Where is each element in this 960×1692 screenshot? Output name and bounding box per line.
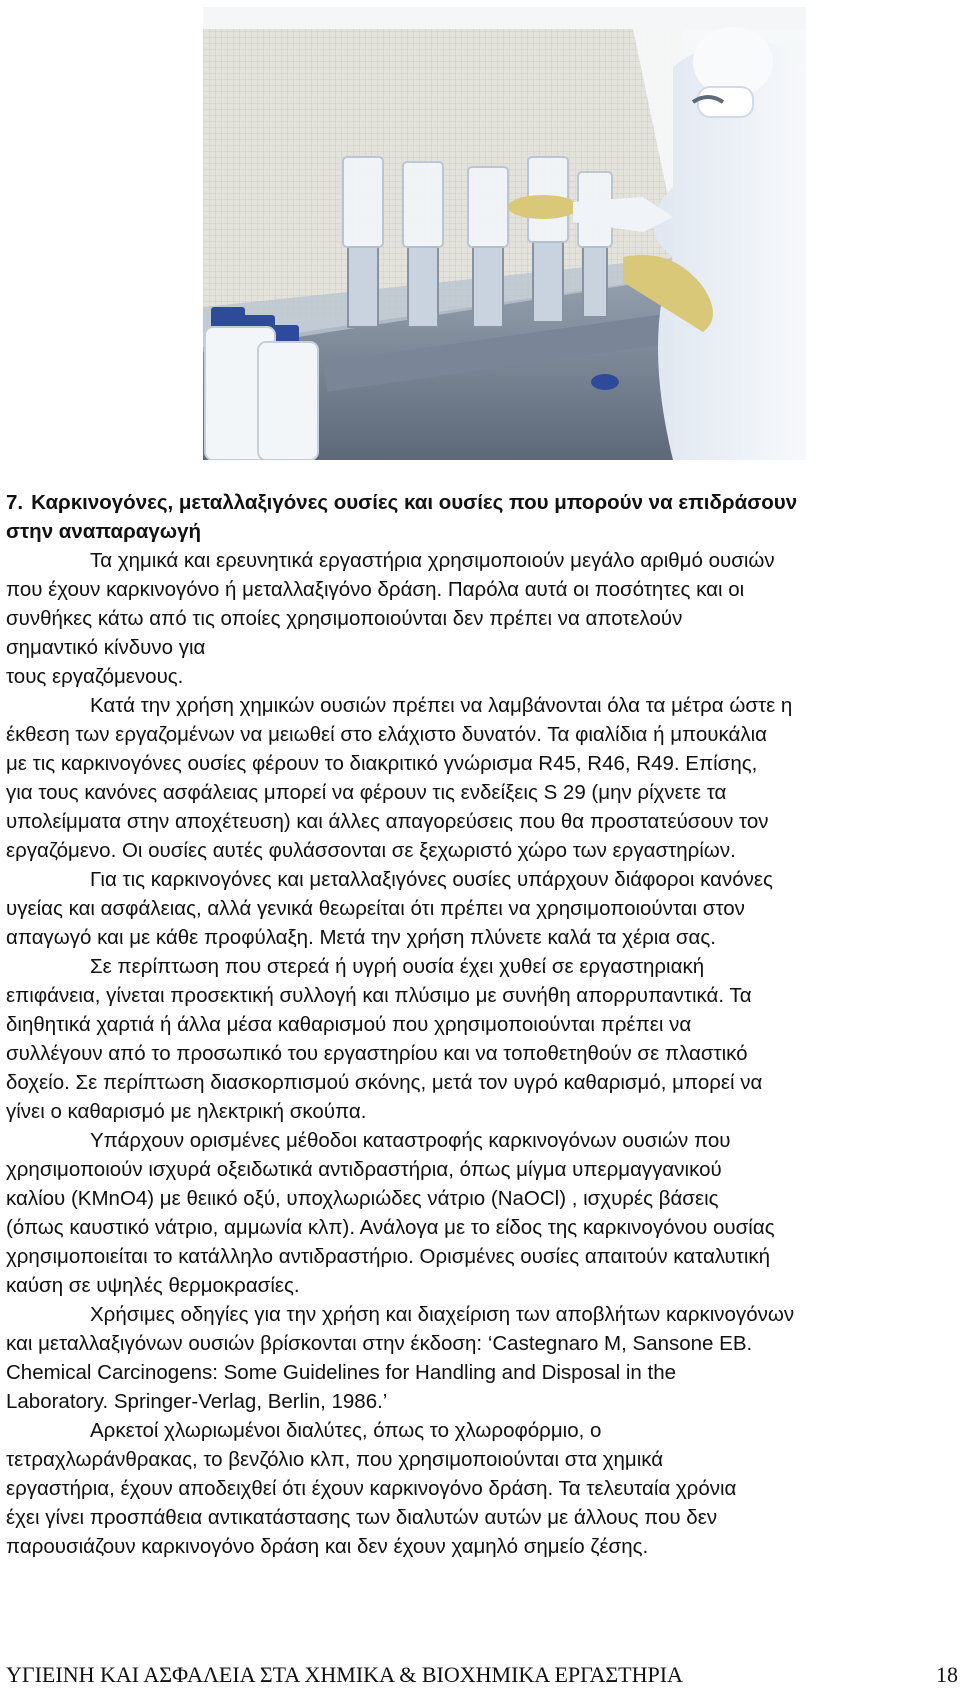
- paragraph-line: συλλέγουν από το προσωπικό του εργαστηρίου και να τοποθετηθούν σε πλαστικό: [6, 1042, 748, 1065]
- paragraph-line: και μεταλλαξιγόνων ουσιών βρίσκονται στην έκδοση: ‘Castegnaro M, Sansone EB.: [6, 1332, 753, 1355]
- paragraph-line: χρησιμοποιείται το κατάλληλο αντιδραστήριο. Ορισμένες ουσίες απαιτούν καταλυτική: [6, 1245, 771, 1268]
- paragraph-line: παρουσιάζουν καρκινογόνο δράση και δεν έχουν χαμηλό σημείο ζέσης.: [6, 1535, 649, 1558]
- paragraph-line: γίνει ο καθαρισμό με ηλεκτρική σκούπα.: [6, 1100, 367, 1123]
- section-number: 7.: [6, 491, 24, 514]
- section-title-line-1: Καρκινογόνες, μεταλλαξιγόνες ουσίες και ουσίες που μπορούν να επιδράσουν: [31, 491, 798, 514]
- paragraph-7: [6, 1416, 958, 1561]
- paragraph-2: [6, 691, 958, 865]
- paragraph-line: Σε περίπτωση που στερεά ή υγρή ουσία έχει χυθεί σε εργαστηριακή: [90, 955, 705, 978]
- paragraph-line: καλίου (KMnO4) με θειικό οξύ, υποχλωριώδες νάτριο (NaOCl) , ισχυρές βάσεις: [6, 1187, 719, 1210]
- paragraph-4: [6, 952, 958, 1126]
- paragraph-line: τετραχλωράνθρακας, το βενζόλιο κλπ, που χρησιμοποιούνται στα χημικά: [6, 1448, 664, 1471]
- paragraph-line: Chemical Carcinogens: Some Guidelines for Handling and Disposal in the: [6, 1361, 677, 1384]
- section-title-line-2: στην αναπαραγωγή: [6, 520, 202, 543]
- page-footer: [6, 1662, 958, 1688]
- page-number: 18: [936, 1662, 958, 1687]
- paragraph-6: [6, 1300, 958, 1416]
- lab-photo: [203, 7, 806, 460]
- paragraph-line: Αρκετοί χλωριωμένοι διαλύτες, όπως το χλωροφόρμιο, ο: [90, 1419, 602, 1442]
- paragraph-1: [6, 546, 958, 691]
- paragraph-line: που έχουν καρκινογόνο ή μεταλλαξιγόνο δράση. Παρόλα αυτά οι ποσότητες και οι: [6, 578, 745, 601]
- paragraph-line: (όπως καυστικό νάτριο, αμμωνία κλπ). Ανάλογα με το είδος της καρκινογόνου ουσίας: [6, 1216, 775, 1239]
- paragraph-line: εργαστήρια, έχουν αποδειχθεί ότι έχουν καρκινογόνο δράση. Τα τελευταία χρόνια: [6, 1477, 737, 1500]
- paragraph-line: έχει γίνει προσπάθεια αντικατάστασης των διαλυτών αυτών με άλλους που δεν: [6, 1506, 718, 1529]
- paragraph-line: Κατά την χρήση χημικών ουσιών πρέπει να λαμβάνονται όλα τα μέτρα ώστε η: [90, 694, 793, 717]
- paragraph-line: διηθητικά χαρτιά ή άλλα μέσα καθαρισμού που χρησιμοποιούνται πρέπει να: [6, 1013, 692, 1036]
- paragraph-line: με τις καρκινογόνες ουσίες φέρουν το διακριτικό γνώρισμα R45, R46, R49. Επίσης,: [6, 752, 758, 775]
- paragraph-line: Χρήσιμες οδηγίες για την χρήση και διαχείριση των αποβλήτων καρκινογόνων: [90, 1303, 795, 1326]
- paragraph-line: χρησιμοποιούν ισχυρά οξειδωτικά αντιδραστήρια, όπως μίγμα υπερμαγγανικού: [6, 1158, 722, 1181]
- paragraph-line: τους εργαζόμενους.: [6, 665, 184, 688]
- lab-illustration: [203, 7, 806, 460]
- paragraph-line: υγείας και ασφάλειας, αλλά γενικά θεωρείται ότι πρέπει να χρησιμοποιούνται στον: [6, 897, 745, 920]
- document-body: [6, 488, 958, 1561]
- paragraph-line: Για τις καρκινογόνες και μεταλλαξιγόνες ουσίες υπάρχουν διάφοροι κανόνες: [90, 868, 773, 891]
- footer-title: ΥΓΙΕΙΝΗ ΚΑΙ ΑΣΦΑΛΕΙΑ ΣΤΑ ΧΗΜΙΚΑ & ΒΙΟΧΗΜΙΚΑ ΕΡΓΑΣΤΗΡΙΑ: [6, 1662, 683, 1687]
- paragraph-5: [6, 1126, 958, 1300]
- paragraph-line: συνθήκες κάτω από τις οποίες χρησιμοποιούνται δεν πρέπει να αποτελούν: [6, 607, 683, 630]
- paragraph-line: καύση σε υψηλές θερμοκρασίες.: [6, 1274, 300, 1297]
- section-heading-line-1: [6, 488, 958, 517]
- paragraph-line: Υπάρχουν ορισμένες μέθοδοι καταστροφής καρκινογόνων ουσιών που: [90, 1129, 731, 1152]
- paragraph-line: επιφάνεια, γίνεται προσεκτική συλλογή και πλύσιμο με συνήθη απορρυπαντικά. Τα: [6, 984, 752, 1007]
- paragraph-3: [6, 865, 958, 952]
- paragraph-line: δοχείο. Σε περίπτωση διασκορπισμού σκόνης, μετά τον υγρό καθαρισμό, μπορεί να: [6, 1071, 763, 1094]
- paragraph-line: Τα χημικά και ερευνητικά εργαστήρια χρησιμοποιούν μεγάλο αριθμό ουσιών: [90, 549, 775, 572]
- paragraph-line: για τους κανόνες ασφάλειας μπορεί να φέρουν τις ενδείξεις S 29 (μην ρίχνετε τα: [6, 781, 727, 804]
- paragraph-line: Laboratory. Springer-Verlag, Berlin, 1986.’: [6, 1390, 388, 1413]
- paragraph-line: σημαντικό κίνδυνο για: [6, 636, 206, 659]
- paragraph-line: εργαζόμενο. Οι ουσίες αυτές φυλάσσονται σε ξεχωριστό χώρο των εργαστηρίων.: [6, 839, 736, 862]
- section-heading: [6, 488, 958, 546]
- paragraph-line: απαγωγό και με κάθε προφύλαξη. Μετά την χρήση πλύνετε καλά τα χέρια σας.: [6, 926, 716, 949]
- paragraph-line: υπολείμματα στην αποχέτευση) και άλλες απαγορεύσεις που θα προστατεύσουν τον: [6, 810, 769, 833]
- paragraph-line: έκθεση των εργαζομένων να μειωθεί στο ελάχιστο δυνατόν. Τα φιαλίδια ή μπουκάλια: [6, 723, 767, 746]
